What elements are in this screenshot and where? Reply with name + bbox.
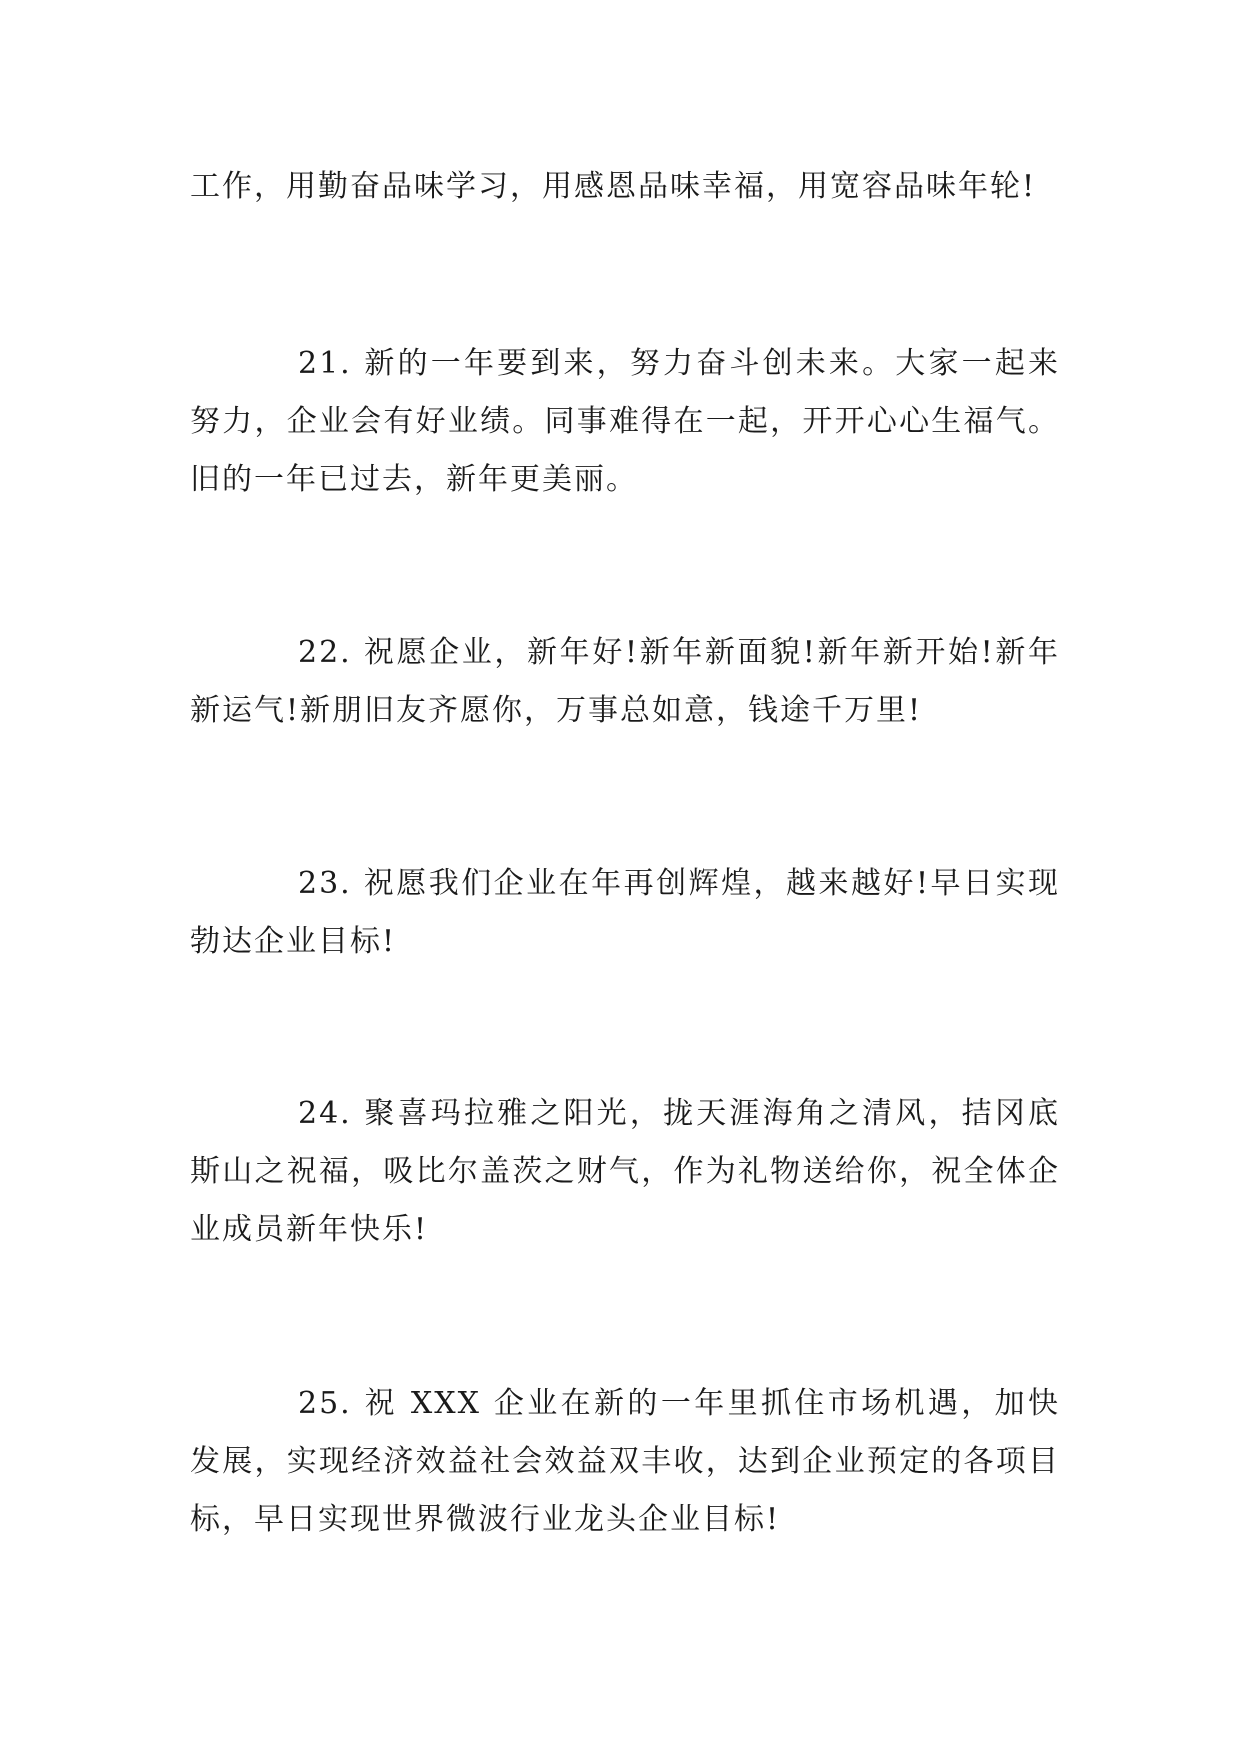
paragraph-item-23: 23. 祝愿我们企业在年再创辉煌，越来越好!早日实现勃达企业目标!	[190, 866, 1060, 959]
paragraph-item-21: 21. 新的一年要到来，努力奋斗创未来。大家一起来努力，企业会有好业绩。同事难得在一起，开开心心生福气。旧的一年已过去，新年更美丽。	[190, 346, 1060, 497]
paragraph-item-25: 25. 祝 XXX 企业在新的一年里抓住市场机遇，加快发展，实现经济效益社会效益双丰收，达到企业预定的各项目标，早日实现世界微波行业龙头企业目标!	[190, 1386, 1060, 1537]
paragraph-continued: 工作，用勤奋品味学习，用感恩品味幸福，用宽容品味年轮!	[190, 169, 1037, 204]
paragraph-item-24: 24. 聚喜玛拉雅之阳光，拢天涯海角之清风，拮冈底斯山之祝福，吸比尔盖茨之财气，作为礼物送给你，祝全体企业成员新年快乐!	[190, 1096, 1060, 1247]
paragraph-item-22: 22. 祝愿企业，新年好!新年新面貌!新年新开始!新年新运气!新朋旧友齐愿你，万事总如意，钱途千万里!	[190, 635, 1060, 728]
